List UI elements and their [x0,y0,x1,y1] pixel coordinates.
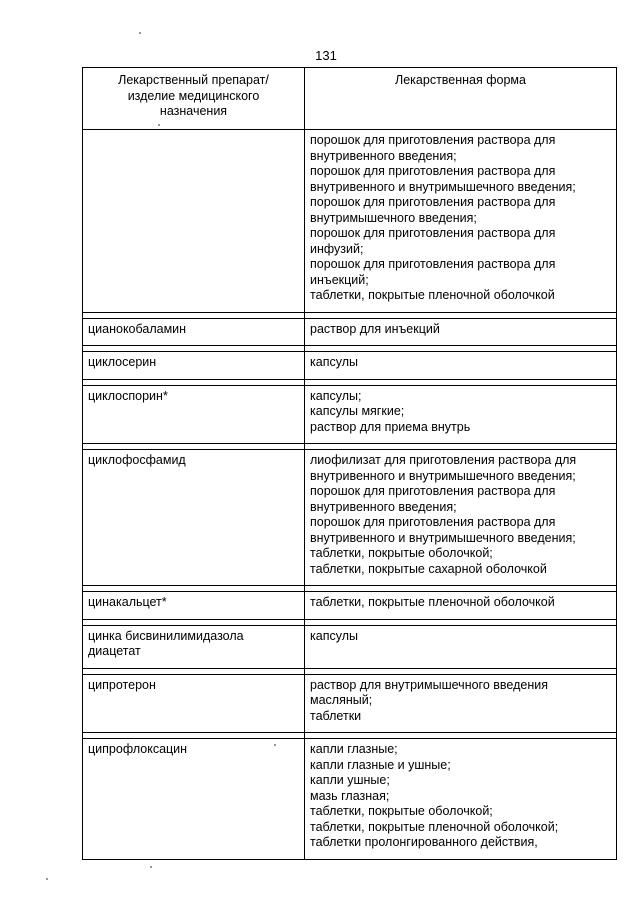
dosage-form-line: раствор для инъекций [310,321,440,336]
drug-name: циклосерин [88,355,157,369]
dosage-form-line: порошок для приготовления раствора для [310,133,556,147]
table-row [83,385,617,444]
table-row [83,739,617,860]
dosage-form-line: капсулы [310,628,358,643]
drug-name: цинакальцет* [88,595,167,609]
drug-name: диацетат [88,644,141,658]
dosage-form-cell [305,450,617,586]
drug-name: цинка бисвинилимидазола [88,628,244,643]
drug-name: цианокобаламин [88,321,187,336]
dosage-form-line: порошок для приготовления раствора для [310,257,556,271]
dosage-form-line: лиофилизат для приготовления раствора для [310,453,577,467]
table-row [83,592,617,620]
table-header-row [83,68,617,130]
scan-speck [158,124,160,126]
table-row [83,625,617,668]
drug-name-cell [83,592,305,620]
header-drug-line: изделие медицинского [127,88,260,103]
drug-name-cell [83,385,305,444]
drug-name-cell [83,450,305,586]
dosage-form-line: капсулы [310,355,358,369]
dosage-form-line: мазь глазная; [310,788,390,803]
dosage-form-line: капли глазные; [310,742,398,756]
dosage-form-line: порошок для приготовления раствора для [310,226,556,240]
table-body [83,130,617,860]
dosage-form-line: таблетки, покрытые пленочной оболочкой [310,595,555,609]
drug-name: циклоспорин* [88,388,168,403]
drug-name-cell [83,625,305,668]
drug-name-cell [83,130,305,313]
dosage-form-line: внутривенного и внутримышечного введения; [310,468,576,483]
dosage-form-cell [305,385,617,444]
drug-name-cell [83,318,305,346]
scan-speck [150,866,152,868]
dosage-form-cell [305,318,617,346]
drug-name: ципрофлоксацин [88,742,188,756]
page-number: 131 [315,48,337,63]
dosage-form-line: масляный; [310,693,373,707]
table-row [83,450,617,586]
dosage-form-line: порошок для приготовления раствора для [310,515,556,529]
dosage-form-line: порошок для приготовления раствора для [310,484,556,498]
dosage-form-line: внутривенного и внутримышечного введения; [310,179,576,194]
dosage-form-line: раствор для внутримышечного введения [310,677,548,692]
dosage-form-line: инфузий; [310,241,364,256]
scan-speck [139,32,141,34]
dosage-form-line: порошок для приготовления раствора для [310,195,556,209]
dosage-form-line: таблетки, покрытые пленочной оболочкой; [310,819,559,834]
drug-name-cell [83,739,305,860]
header-drug-line: Лекарственный препарат/ [118,73,269,87]
dosage-form-line: капли ушные; [310,773,390,787]
scan-speck [46,878,48,880]
header-drug-column [83,68,305,130]
dosage-form-cell [305,130,617,313]
dosage-form-line: внутривенного введения; [310,499,457,514]
dosage-form-line: таблетки, покрытые оболочкой; [310,804,493,818]
dosage-form-line: таблетки, покрытые сахарной оболочкой [310,561,547,576]
dosage-form-line: таблетки пролонгированного действия, [310,835,538,849]
scan-speck [274,744,276,746]
dosage-form-line: внутримышечного введения; [310,210,477,225]
dosage-form-cell [305,592,617,620]
table-row [83,352,617,380]
dosage-form-cell [305,625,617,668]
dosage-form-line: внутривенного и внутримышечного введения; [310,530,576,545]
dosage-form-line: таблетки [310,708,362,723]
dosage-form-line: капли глазные и ушные; [310,757,451,772]
dosage-form-line: порошок для приготовления раствора для [310,164,556,178]
table-row [83,674,617,733]
dosage-form-line: раствор для приема внутрь [310,419,471,434]
dosage-form-cell [305,352,617,380]
dosage-form-line: внутривенного введения; [310,148,457,163]
dosage-form-line: капсулы; [310,388,362,403]
drug-name: ципротерон [88,677,156,692]
drug-name-cell [83,352,305,380]
header-form-column: Лекарственная форма [305,68,617,130]
drug-name-cell [83,674,305,733]
table-row [83,130,617,313]
drug-name: циклофосфамид [88,453,186,467]
dosage-form-cell [305,739,617,860]
dosage-form-line: таблетки, покрытые пленочной оболочкой [310,288,555,302]
header-drug-line: назначения [159,104,228,118]
dosage-form-line: таблетки, покрытые оболочкой; [310,546,493,560]
dosage-form-line: инъекций; [310,272,369,287]
dosage-form-line: капсулы мягкие; [310,404,405,418]
drug-forms-table [82,67,617,860]
dosage-form-cell [305,674,617,733]
table-row [83,318,617,346]
